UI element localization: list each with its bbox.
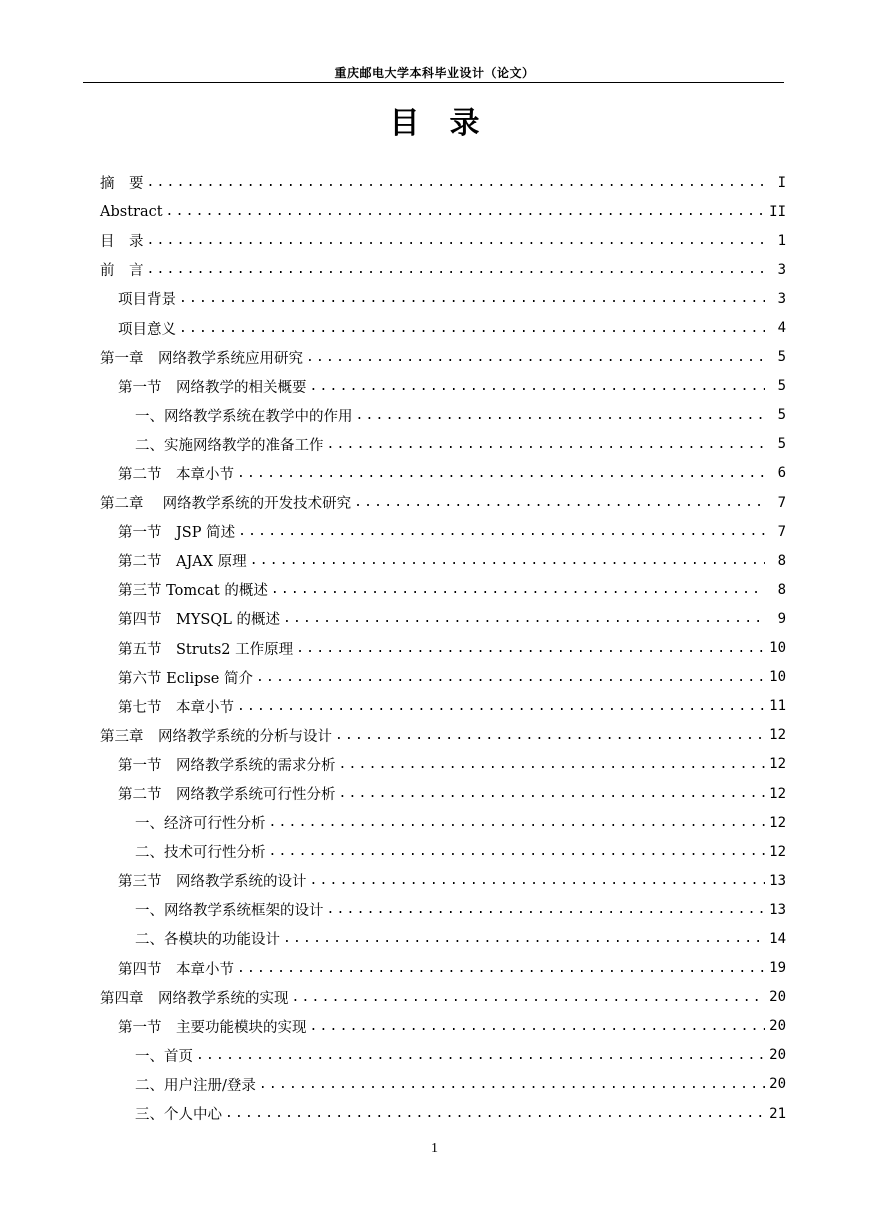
toc-entry-title: 二、用户注册/登录 [135, 1077, 256, 1094]
toc-entry-page: 5 [777, 349, 786, 366]
toc-leader-dots [306, 350, 765, 365]
toc-entry-page: 12 [769, 727, 786, 744]
document-header-title: 重庆邮电大学本科毕业设计（论文） [334, 66, 535, 80]
toc-leader-dots [339, 786, 766, 801]
toc-entry-page: 5 [777, 436, 786, 453]
toc-entry-title: 前 言 [100, 263, 144, 280]
toc-entry[interactable] [100, 983, 786, 1012]
toc-entry[interactable] [100, 954, 786, 983]
toc-entry[interactable] [100, 168, 786, 197]
toc-leader-dots [269, 815, 766, 830]
toc-entry-page: 14 [769, 930, 786, 947]
toc-entry-title: 第三节 Tomcat 的概述 [118, 583, 268, 600]
toc-entry-page: 20 [769, 1018, 786, 1035]
toc-entry-page: 13 [769, 901, 786, 918]
table-of-contents [100, 168, 786, 1128]
toc-leader-dots [292, 990, 766, 1005]
toc-entry-title: 第一节 网络教学的相关概要 [118, 379, 307, 396]
toc-entry-title: 二、各模块的功能设计 [135, 932, 280, 949]
toc-entry[interactable] [100, 866, 786, 895]
toc-entry-title: 第五节 Struts2 工作原理 [118, 641, 294, 658]
toc-entry-title: Abstract [100, 203, 163, 220]
toc-entry-page: 6 [777, 465, 786, 482]
toc-entry[interactable] [100, 1012, 786, 1041]
toc-entry-page: I [777, 174, 786, 191]
toc-leader-dots [256, 670, 765, 685]
toc-entry-title: 第一节 JSP 简述 [118, 525, 236, 542]
toc-entry-page: 10 [769, 640, 786, 657]
toc-entry[interactable] [100, 401, 786, 430]
toc-entry-title: 目 录 [100, 234, 144, 251]
header-rule [83, 82, 784, 83]
toc-entry-title: 一、网络教学系统框架的设计 [135, 903, 324, 920]
toc-leader-dots [283, 611, 765, 626]
toc-entry-title: 一、网络教学系统在教学中的作用 [135, 408, 353, 425]
toc-entry-page: 10 [769, 669, 786, 686]
toc-leader-dots [237, 961, 765, 976]
toc-leader-dots [356, 408, 766, 423]
toc-entry[interactable] [100, 924, 786, 953]
toc-leader-dots [310, 1019, 766, 1034]
toc-leader-dots [335, 728, 765, 743]
toc-entry-page: 3 [777, 290, 786, 307]
toc-entry[interactable] [100, 663, 786, 692]
toc-entry-page: 11 [769, 698, 786, 715]
toc-entry-title: 项目意义 [118, 321, 176, 338]
toc-entry[interactable] [100, 197, 786, 226]
toc-entry-page: 1 [777, 232, 786, 249]
toc-entry[interactable] [100, 372, 786, 401]
toc-entry-title: 第二节 AJAX 原理 [118, 554, 247, 571]
toc-entry-title: 第二章 网络教学系统的开发技术研究 [100, 496, 352, 513]
toc-leader-dots [225, 1106, 765, 1121]
toc-entry-title: 第二节 网络教学系统可行性分析 [118, 787, 336, 804]
toc-entry-title: 第六节 Eclipse 简介 [118, 670, 254, 687]
toc-leader-dots [269, 844, 766, 859]
toc-entry-page: 3 [777, 261, 786, 278]
toc-entry-page: 9 [777, 610, 786, 627]
toc-leader-dots [271, 582, 765, 597]
toc-leader-dots [147, 262, 766, 277]
toc-leader-dots [166, 204, 765, 219]
toc-leader-dots [327, 437, 766, 452]
toc-entry-page: 7 [777, 494, 786, 511]
toc-leader-dots [327, 902, 766, 917]
toc-leader-dots [310, 379, 766, 394]
toc-leader-dots [179, 291, 765, 306]
toc-entry-title: 第一节 网络教学系统的需求分析 [118, 757, 336, 774]
toc-entry-title: 三、个人中心 [135, 1107, 222, 1124]
toc-entry-title: 第七节 本章小节 [118, 699, 234, 716]
toc-entry[interactable] [100, 808, 786, 837]
toc-entry-title: 项目背景 [118, 292, 176, 309]
toc-entry-page: 5 [777, 378, 786, 395]
toc-entry-page: 8 [777, 552, 786, 569]
toc-entry-title: 第四节 MYSQL 的概述 [118, 612, 280, 629]
toc-entry-title: 第三章 网络教学系统的分析与设计 [100, 728, 332, 745]
toc-leader-dots [147, 175, 766, 190]
toc-entry[interactable] [100, 721, 786, 750]
toc-entry-page: 12 [769, 785, 786, 802]
toc-leader-dots [237, 466, 765, 481]
toc-leader-dots [238, 524, 765, 539]
page-number: 1 [431, 1141, 438, 1156]
toc-leader-dots [179, 321, 765, 336]
toc-leader-dots [310, 873, 766, 888]
toc-entry-page: 13 [769, 872, 786, 889]
toc-entry[interactable] [100, 226, 786, 255]
toc-entry[interactable] [100, 575, 786, 604]
toc-entry-title: 第二节 本章小节 [118, 466, 234, 483]
toc-entry[interactable] [100, 546, 786, 575]
toc-entry[interactable] [100, 313, 786, 342]
toc-entry-page: 12 [769, 843, 786, 860]
toc-entry-title: 第四章 网络教学系统的实现 [100, 990, 289, 1007]
toc-entry-page: 20 [769, 989, 786, 1006]
toc-entry[interactable] [100, 459, 786, 488]
page-title: 目录 [389, 106, 510, 141]
toc-entry[interactable] [100, 284, 786, 313]
toc-entry[interactable] [100, 1041, 786, 1070]
toc-leader-dots [296, 641, 765, 656]
toc-entry[interactable] [100, 692, 786, 721]
toc-entry-page: 5 [777, 407, 786, 424]
toc-entry-title: 摘 要 [100, 176, 144, 193]
toc-entry-title: 一、首页 [135, 1048, 193, 1065]
toc-entry-page: 21 [769, 1105, 786, 1122]
toc-entry-title: 一、经济可行性分析 [135, 816, 266, 833]
toc-entry-title: 第一节 主要功能模块的实现 [118, 1019, 307, 1036]
toc-entry-page: 7 [777, 523, 786, 540]
toc-entry-page: 20 [769, 1076, 786, 1093]
toc-entry[interactable] [100, 430, 786, 459]
toc-entry-page: 8 [777, 581, 786, 598]
toc-entry[interactable] [100, 255, 786, 284]
toc-entry[interactable] [100, 634, 786, 663]
toc-leader-dots [354, 495, 765, 510]
toc-entry[interactable] [100, 895, 786, 924]
toc-entry-title: 第一章 网络教学系统应用研究 [100, 350, 303, 367]
toc-leader-dots [339, 757, 766, 772]
toc-entry-page: 20 [769, 1047, 786, 1064]
toc-entry[interactable] [100, 750, 786, 779]
toc-leader-dots [237, 699, 765, 714]
toc-entry-title: 二、实施网络教学的准备工作 [135, 437, 324, 454]
toc-entry-page: 4 [777, 320, 786, 337]
toc-entry[interactable] [100, 488, 786, 517]
toc-entry-title: 第四节 本章小节 [118, 961, 234, 978]
toc-entry-page: 19 [769, 960, 786, 977]
toc-entry[interactable] [100, 604, 786, 633]
toc-entry[interactable] [100, 1099, 786, 1128]
toc-entry-page: II [769, 203, 786, 220]
toc-leader-dots [283, 931, 765, 946]
toc-leader-dots [147, 233, 766, 248]
toc-leader-dots [250, 553, 765, 568]
toc-entry-page: 12 [769, 756, 786, 773]
toc-entry[interactable] [100, 837, 786, 866]
toc-entry-title: 第三节 网络教学系统的设计 [118, 874, 307, 891]
toc-entry-title: 二、技术可行性分析 [135, 845, 266, 862]
toc-entry-page: 12 [769, 814, 786, 831]
toc-entry[interactable] [100, 343, 786, 372]
toc-leader-dots [196, 1048, 765, 1063]
toc-entry[interactable] [100, 779, 786, 808]
toc-entry[interactable] [100, 517, 786, 546]
toc-leader-dots [259, 1077, 765, 1092]
toc-entry[interactable] [100, 1070, 786, 1099]
